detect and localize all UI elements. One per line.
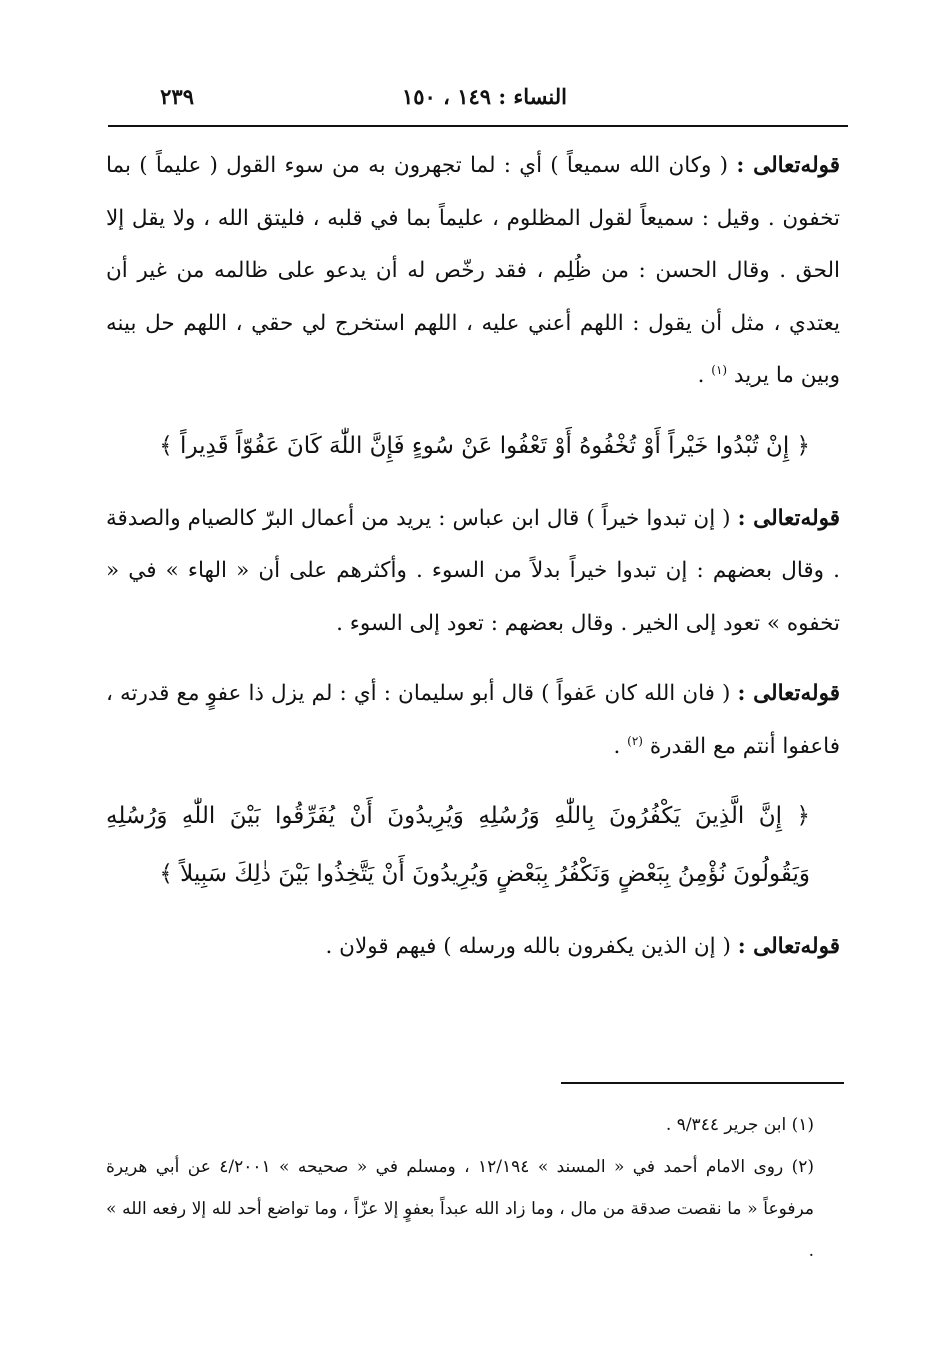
quran-verse-1: ﴿ إِنْ تُبْدُوا خَيْراً أَوْ تُخْفُوهُ أَوْ تَعْفُوا عَنْ سُوءٍ فَإِنَّ اللّٰهَ كَانَ عَفُوّاً قَدِيراً ﴾ [159,432,810,459]
commentary-paragraph-2 [106,493,840,651]
footnote-rule [561,1082,844,1084]
page-header [122,84,842,116]
footnote-1: (١) ابن جرير ٩/٣٤٤ . [665,1115,814,1135]
paragraph-text: ( إن تبدوا خيراً ) قال ابن عباس : يريد من أعمال البرّ كالصيام والصدقة . وقال بعضهم : إن تبدوا خيراً بدلاً من السوء . وأكثرهم على أن « الهاء » في « تخفوه » تعود إلى الخير . وقال بعضهم : تعود إلى السوء . [106,505,840,636]
paragraph-label: قوله‌تعالى : [737,505,840,531]
paragraph-text: ( إن الذين يكفرون بالله ورسله ) فيهم قولان . [325,934,731,959]
page-number: ٢٣٩ [160,84,194,109]
main-text [106,140,840,974]
paragraph-label: قوله‌تعالى : [737,681,840,706]
paragraph-label: قوله‌تعالى : [737,934,840,959]
header-rule [108,125,848,127]
quran-verse-2: ﴿ إِنَّ الَّذِينَ يَكْفُرُونَ بِاللّٰهِ وَرُسُلِهِ وَيُرِيدُونَ أَنْ يُفَرِّقُوا بَيْنَ اللّٰهِ وَرُسُلِهِ وَيَقُولُونَ نُؤْمِنُ بِبَعْضٍ وَنَكْفُرُ بِبَعْضٍ وَيُرِيدُونَ أَنْ يَتَّخِذُوا بَيْنَ ذٰلِكَ سَبِيلاً ﴾ [106,803,810,887]
footnote-ref-2: (٢) [627,733,643,748]
commentary-paragraph-3 [106,668,840,773]
paragraph-text: ( وكان الله سميعاً ) أي : لما تجهرون به من سوء القول ( عليماً ) بما تخفون . وقيل : سميعاً لقول المظلوم ، عليماً بما في قلبه ، فليتق الله ، ولا يقل إلا الحق . وقال الحسن : من ظُلِم ، فقد رخّص له أن يدعو على ظالمه من غير أن يعتدي ، مثل أن يقول : اللهم أعني عليه ، اللهم استخرج لي حقي ، اللهم حل بينه وبين ما يريد [106,153,840,388]
commentary-paragraph-4 [106,921,840,974]
commentary-paragraph-1 [106,140,840,403]
footnotes [106,1104,840,1272]
paragraph-end: . [697,363,712,388]
footnote-ref-1: (١) [711,362,728,377]
footnote-2: (٢) روى الامام أحمد في « المسند » ١٢/١٩٤ ، ومسلم في « صحيحه » ٤/٢٠٠١ عن أبي هريرة مرفوعاً « ما نقصت صدقة من مال ، وما زاد الله عبداً بعفوٍ إلا عزّاً ، وما تواضع أحد لله إلا رفعه الله » . [106,1157,814,1261]
running-title: النساء : ١٤٩ ، ١٥٠ [401,84,567,109]
paragraph-label: قوله‌تعالى : [736,153,841,178]
paragraph-text: ( فان الله كان عَفواً ) قال أبو سليمان : أي : لم يزل ذا عفوٍ مع قدرته ، فاعفوا أنتم مع القدرة [106,681,840,759]
paragraph-end: . [613,733,628,759]
